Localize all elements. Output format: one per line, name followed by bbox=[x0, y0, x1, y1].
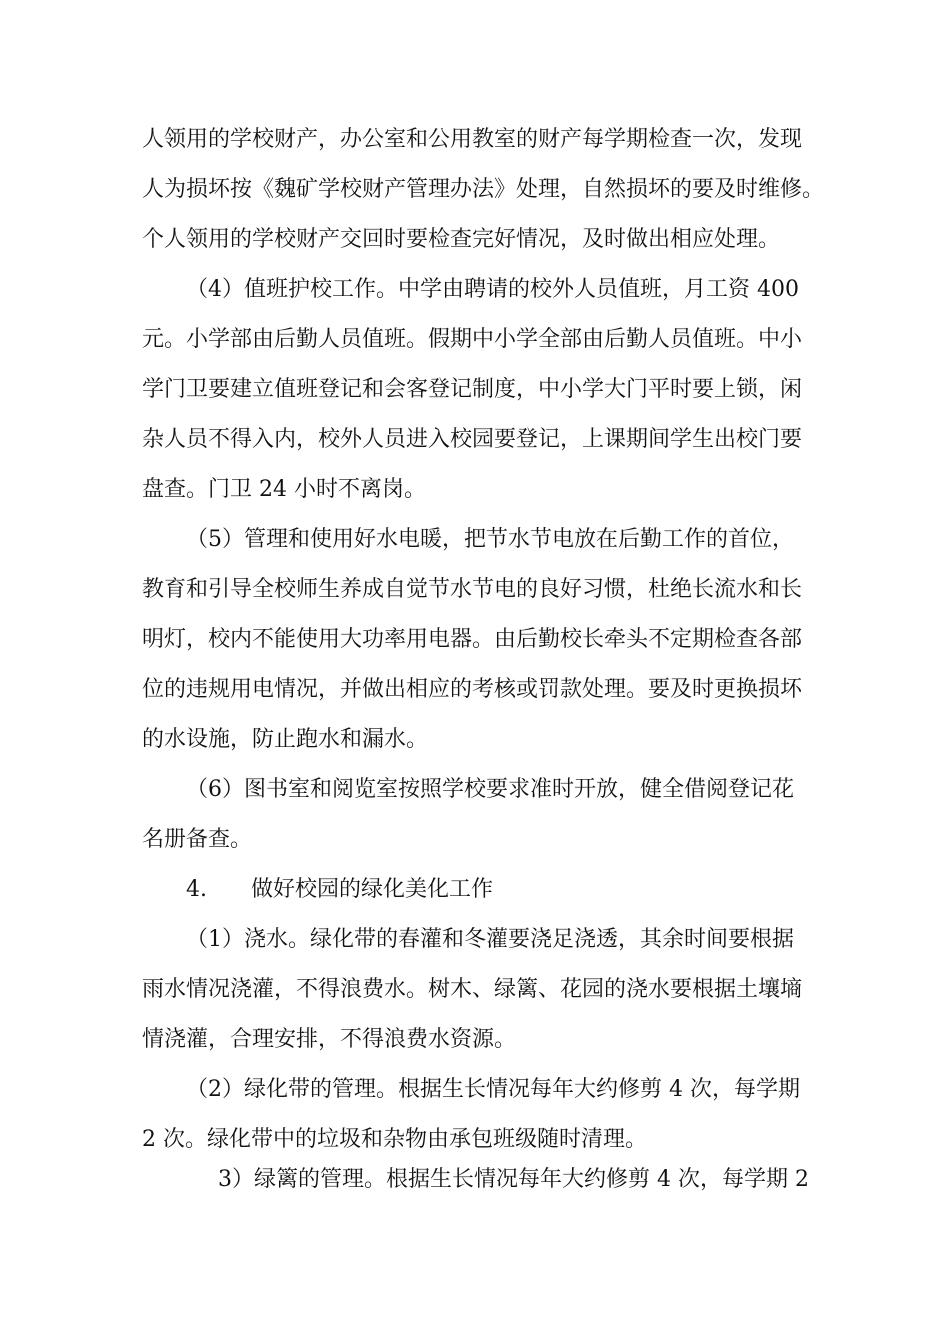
text-line: 人为损坏按《魏矿学校财产管理办法》处理，自然损坏的要及时维修。 bbox=[142, 177, 825, 202]
paragraph-start-line: 3）绿篱的管理。根据生长情况每年大约修剪 4 次，每学期 2 bbox=[218, 1167, 809, 1192]
text-line: 学门卫要建立值班登记和会客登记制度，中小学大门平时要上锁，闲 bbox=[142, 377, 803, 402]
paragraph-start-line: （1）浇水。绿化带的春灌和冬灌要浇足浇透，其余时间要根据 bbox=[186, 927, 794, 952]
paragraph-start-line: （6）图书室和阅览室按照学校要求准时开放，健全借阅登记花 bbox=[186, 777, 794, 802]
paragraph-start-line: （4）值班护校工作。中学由聘请的校外人员值班，月工资 400 bbox=[186, 277, 799, 302]
text-line: 元。小学部由后勤人员值班。假期中小学全部由后勤人员值班。中小 bbox=[142, 327, 803, 352]
text-line: 位的违规用电情况，并做出相应的考核或罚款处理。要及时更换损坏 bbox=[142, 677, 803, 702]
text-line: 盘查。门卫 24 小时不离岗。 bbox=[142, 477, 426, 502]
text-line: 2 次。绿化带中的垃圾和杂物由承包班级随时清理。 bbox=[142, 1127, 647, 1152]
paragraph-start-line: （5）管理和使用好水电暖，把节水节电放在后勤工作的首位， bbox=[186, 527, 794, 552]
text-line: 人领用的学校财产，办公室和公用教室的财产每学期检查一次，发现 bbox=[142, 127, 803, 152]
section-heading: 4. 做好校园的绿化美化工作 bbox=[186, 877, 493, 902]
text-line: 个人领用的学校财产交回时要检查完好情况，及时做出相应处理。 bbox=[142, 227, 781, 252]
text-line: 情浇灌，合理安排，不得浪费水资源。 bbox=[142, 1027, 517, 1052]
text-line: 教育和引导全校师生养成自觉节水节电的良好习惯，杜绝长流水和长 bbox=[142, 577, 803, 602]
text-line: 雨水情况浇灌，不得浪费水。树木、绿篱、花园的浇水要根据土壤墒 bbox=[142, 977, 803, 1002]
text-line: 杂人员不得入内，校外人员进入校园要登记，上课期间学生出校门要 bbox=[142, 427, 803, 452]
paragraph-start-line: （2）绿化带的管理。根据生长情况每年大约修剪 4 次，每学期 bbox=[186, 1077, 800, 1102]
text-line: 名册备查。 bbox=[142, 827, 253, 852]
text-line: 的水设施，防止跑水和漏水。 bbox=[142, 727, 429, 752]
text-line: 明灯，校内不能使用大功率用电器。由后勤校长牵头不定期检查各部 bbox=[142, 627, 803, 652]
